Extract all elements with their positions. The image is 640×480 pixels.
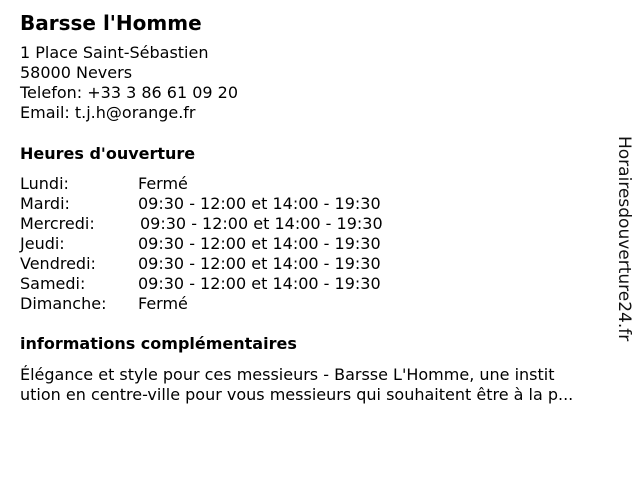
email-line: Email: t.j.h@orange.fr: [20, 103, 196, 122]
day-label: Dimanche:: [20, 294, 107, 313]
description-line: ution en centre-ville pour vous messieurs qui souhaitent être à la p...: [20, 385, 574, 404]
site-watermark-text: Horairesdouverture24.fr: [614, 136, 634, 342]
business-name: Barsse l'Homme: [20, 11, 202, 35]
site-watermark: [612, 136, 636, 370]
day-hours: Fermé: [138, 174, 188, 193]
day-label: Samedi:: [20, 274, 86, 293]
day-hours: 09:30 - 12:00 et 14:00 - 19:30: [138, 234, 381, 253]
additional-info-title: informations complémentaires: [20, 334, 297, 353]
day-hours: 09:30 - 12:00 et 14:00 - 19:30: [138, 254, 381, 273]
description-line: Élégance et style pour ces messieurs - Barsse L'Homme, une instit: [20, 365, 555, 384]
day-label: Mardi:: [20, 194, 70, 213]
day-label: Jeudi:: [20, 234, 65, 253]
day-label: Mercredi:: [20, 214, 95, 233]
day-hours: 09:30 - 12:00 et 14:00 - 19:30: [138, 274, 381, 293]
description-text: [20, 365, 620, 405]
day-label: Vendredi:: [20, 254, 96, 273]
city-line: 58000 Nevers: [20, 63, 133, 82]
day-hours: 09:30 - 12:00 et 14:00 - 19:30: [138, 194, 381, 213]
phone-line: Telefon: +33 3 86 61 09 20: [20, 83, 239, 102]
day-label: Lundi:: [20, 174, 69, 193]
day-hours: Fermé: [138, 294, 188, 313]
street-line: 1 Place Saint-Sébastien: [20, 43, 209, 62]
business-address: [20, 43, 238, 123]
day-hours: 09:30 - 12:00 et 14:00 - 19:30: [140, 214, 383, 233]
opening-hours-title: Heures d'ouverture: [20, 144, 196, 163]
